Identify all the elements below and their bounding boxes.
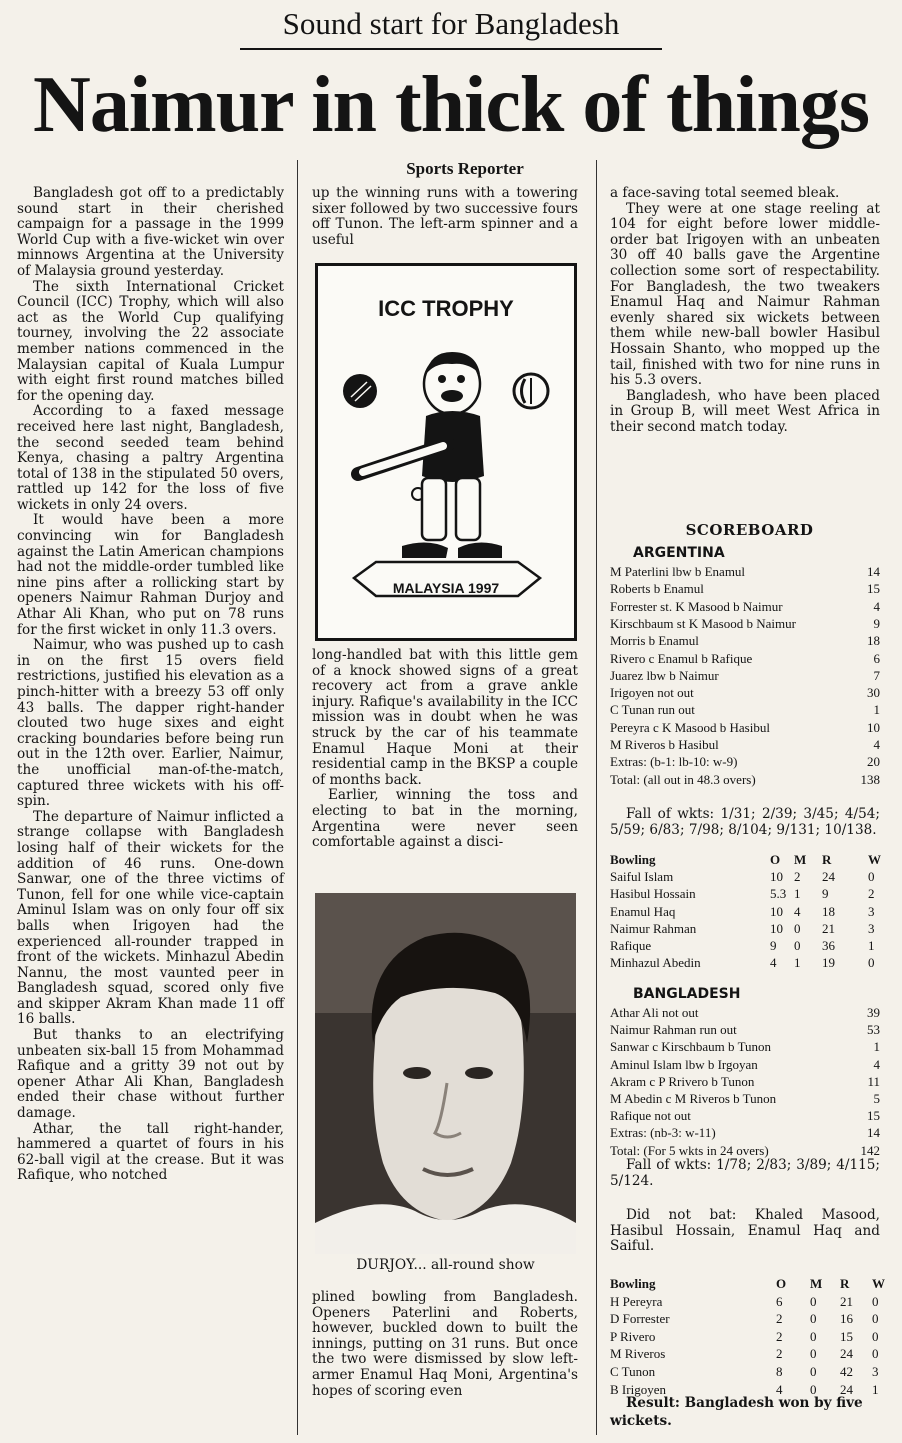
bowling-label: Bowling: [610, 1276, 656, 1291]
batsman-runs: 6: [873, 650, 880, 666]
bowler-name: Saiful Islam: [610, 869, 674, 885]
bowler-overs: 10: [770, 903, 783, 919]
bowler-name: C Tunon: [610, 1364, 656, 1379]
bowling-header: [610, 851, 880, 868]
batsman-runs: 18: [867, 633, 880, 649]
batting-row: [610, 580, 880, 597]
byline: Sports Reporter: [406, 159, 524, 178]
batsman-runs: 1: [873, 1039, 880, 1055]
bowler-maidens: 1: [794, 955, 801, 971]
bowler-maidens: 0: [810, 1364, 817, 1379]
paragraph: Bangladesh got off to a predictably sound start in their cherished campaign for a passage in the 1999 World Cup with a five-wicket win over minnows Argentina at the University of Malaysia ground yesterday.: [17, 185, 284, 279]
col-maidens: M: [794, 852, 807, 867]
logo-banner-text: MALAYSIA 1997: [392, 580, 500, 596]
bowler-maidens: 1: [794, 886, 801, 902]
bowler-name: B Irigoyen: [610, 1381, 666, 1397]
batting-row: [610, 1124, 880, 1141]
batting-row: [610, 1107, 880, 1124]
batsman-dismissal: Irigoyen not out: [610, 685, 694, 701]
bowler-maidens: 0: [810, 1346, 817, 1362]
batsman-dismissal: M Abedin c M Riveros b Tunon: [610, 1091, 777, 1106]
scoreboard-title: SCOREBOARD: [685, 521, 814, 539]
bowler-runs: 9: [822, 886, 829, 902]
batsman-dismissal: Rafique not out: [610, 1108, 691, 1124]
bowler-name: Rafique: [610, 938, 652, 953]
bowling-label: Bowling: [610, 852, 656, 867]
paragraph: The sixth International Cricket Council (ICC) Trophy, which will also act as the World Cup qualifying tourney, involving the 22 associate member nations commenced in the Malaysian capital of Kuala Lumpur with eight first round matches billed for the opening day.: [17, 278, 284, 404]
batsman-dismissal: Rivero c Enamul b Rafique: [610, 650, 753, 666]
bowler-overs: 10: [770, 920, 783, 936]
bowler-overs: 2: [776, 1311, 783, 1327]
bowler-name: D Forrester: [610, 1311, 670, 1327]
photo-caption: DURJOY... all-round show: [356, 1257, 535, 1273]
bowler-name: P Rivero: [610, 1328, 656, 1344]
batsman-runs: 20: [867, 754, 880, 770]
batsman-dismissal: Aminul Islam lbw b Irgoyan: [610, 1056, 758, 1072]
article-column-2-top: [312, 186, 578, 248]
bowler-name: Naimur Rahman: [610, 920, 697, 936]
batting-row: [610, 701, 880, 718]
col-wickets: W: [872, 1276, 885, 1291]
bowling-row: [610, 885, 880, 902]
batsman-runs: 4: [873, 598, 880, 614]
bowler-wickets: 1: [872, 1381, 879, 1397]
batsman-dismissal: M Paterlini lbw b Enamul: [610, 564, 746, 579]
bowler-name: M Riveros: [610, 1346, 666, 1362]
bowler-wickets: 1: [868, 938, 875, 953]
bowling-row: [610, 1293, 880, 1310]
col-runs: R: [822, 852, 832, 867]
batting-row: [610, 667, 880, 684]
batsman-runs: 11: [867, 1073, 880, 1089]
paragraph: plined bowling from Bangladesh. Openers Paterlini and Roberts, however, buckled down to built the innings, putting on 31 runs. But once the two were dismissed by slow left-armer Enamul Haq Moni, Argentina's hopes of scoring even: [312, 1289, 578, 1399]
paragraph: a face-saving total seemed bleak.: [610, 185, 840, 201]
batting-row: [610, 753, 880, 770]
batting-row: [610, 719, 880, 736]
article-column-3: [610, 186, 880, 436]
paragraph: According to a faxed message received here last night, Bangladesh, the second seeded team behind Kenya, chasing a paltry Argentina total of 138 in the stipulated 50 overs, rattled up 142 for the loss of five wickets in only 24 overs.: [17, 403, 284, 513]
col-runs: R: [840, 1276, 850, 1291]
bowler-runs: 42: [840, 1364, 853, 1379]
bowler-wickets: 2: [868, 886, 875, 902]
bowler-wickets: 3: [872, 1364, 879, 1379]
batsman-runs: 10: [867, 719, 880, 735]
paragraph: Athar, the tall right-hander, hammered a quartet of fours in his 62-ball vigil at the crease. But it was Rafique, who notched: [17, 1120, 284, 1184]
bowler-overs: 9: [770, 938, 777, 953]
batsman-dismissal: Roberts b Enamul: [610, 581, 704, 597]
batting-row: [610, 1090, 880, 1107]
bowler-maidens: 0: [810, 1328, 817, 1344]
batting-row: [610, 1004, 880, 1021]
match-result: Result: Bangladesh won by five wickets.: [610, 1395, 863, 1429]
bowler-overs: 4: [776, 1381, 783, 1397]
batting-row: [610, 632, 880, 649]
bowler-overs: 6: [776, 1293, 783, 1309]
batsman-runs: 14: [867, 1125, 880, 1141]
batsman-runs: 14: [867, 564, 880, 579]
article-column-1: [17, 186, 284, 1184]
batsman-runs: 142: [860, 1142, 880, 1158]
article-column-2-middle: [312, 648, 578, 851]
paragraph: But thanks to an electrifying unbeaten six-ball 15 from Mohammad Rafique and a gritty 39 not out by opener Athar Ali Khan, Bangladesh ended their chase without further damage.: [17, 1027, 284, 1122]
team-heading-bangladesh: BANGLADESH: [633, 986, 741, 1002]
bowler-overs: 5.3: [770, 886, 787, 902]
col-overs: O: [776, 1276, 787, 1291]
bowler-name: Minhazul Abedin: [610, 955, 701, 971]
bowler-name: Enamul Haq: [610, 903, 676, 919]
batsman-runs: 9: [873, 615, 880, 631]
bowler-wickets: 0: [872, 1328, 879, 1344]
paragraph: Bangladesh, who have been placed in Group B, will meet West Africa in their second match today.: [610, 387, 880, 435]
bowler-runs: 24: [822, 869, 835, 885]
bowler-name: Hasibul Hossain: [610, 886, 696, 902]
bowling-row: [610, 868, 880, 885]
bowler-runs: 24: [840, 1381, 853, 1397]
bowler-overs: 2: [776, 1328, 783, 1344]
bowling-row: [610, 954, 880, 971]
dnb-text: Did not bat: Khaled Masood, Hasibul Hossain, Enamul Haq and Saiful.: [610, 1207, 880, 1255]
cricket-ball-icon: [343, 374, 377, 408]
batsman-runs: 39: [867, 1005, 880, 1020]
batsman-dismissal: C Tunan run out: [610, 702, 695, 718]
bowling-row: [610, 1345, 880, 1362]
bowler-wickets: 0: [872, 1311, 879, 1327]
bowling-row: [610, 1310, 880, 1327]
batsman-dismissal: Morris b Enamul: [610, 633, 699, 649]
article-column-2-bottom: [312, 1290, 578, 1399]
bowler-wickets: 0: [868, 955, 875, 971]
batsman-dismissal: Juarez lbw b Naimur: [610, 667, 719, 683]
bowling-row: [610, 903, 880, 920]
bowler-overs: 8: [776, 1364, 783, 1379]
batting-row: [610, 598, 880, 615]
portrait-photo: [315, 893, 576, 1254]
bowler-wickets: 0: [868, 869, 875, 885]
fow-text: Fall of wkts: 1/78; 2/83; 3/89; 4/115; 5/124.: [610, 1157, 880, 1189]
col-maidens: M: [810, 1276, 823, 1291]
icc-trophy-logo: [315, 263, 577, 641]
bowler-maidens: 0: [810, 1293, 817, 1309]
bowler-wickets: 3: [868, 903, 875, 919]
column-rule-left: [297, 160, 298, 1435]
batting-row: [610, 771, 880, 788]
batsman-runs: 53: [867, 1022, 880, 1038]
bowler-runs: 18: [822, 903, 835, 919]
batsman-runs: 15: [867, 581, 880, 597]
batsman-runs: 7: [873, 667, 880, 683]
player-photo: [315, 893, 576, 1254]
bowler-maidens: 4: [794, 903, 801, 919]
paragraph: It would have been a more convincing win for Bangladesh against the Latin American champions had not the middle-order tumbled like nine pins after a rollicking start by openers Naimur Rahman Durjoy and Athar Ali Khan, who put on 78 runs for the first wicket in only 11.3 overs.: [17, 512, 284, 638]
batsman-dismissal: Kirschbaum st K Masood b Naimur: [610, 615, 796, 631]
batsman-dismissal: Akram c P Rrivero b Tunon: [610, 1073, 755, 1089]
batsman-dismissal: Extras: (b-1: lb-10: w-9): [610, 754, 738, 770]
batsman-runs: 5: [873, 1091, 880, 1106]
batsman-dismissal: M Riveros b Hasibul: [610, 737, 719, 752]
batsman-dismissal: Pereyra c K Masood b Hasibul: [610, 719, 770, 735]
bowling-row: [610, 1363, 880, 1380]
bowler-runs: 15: [840, 1328, 853, 1344]
col-overs: O: [770, 852, 781, 867]
bowler-wickets: 0: [872, 1293, 879, 1309]
did-not-bat: [610, 1208, 880, 1255]
bowler-maidens: 2: [794, 869, 801, 885]
paragraph: Naimur, who was pushed up to cash in on the first 15 overs field restrictions, justified his elevation as a pinch-hitter with a breezy 53 off only 43 balls. The dapper right-hander clouted two huge sixes and eight cracking boundaries before being run out in the 12th over. Earlier, Naimur, the unofficial man-of-the-match, captured three wickets with his off-spin.: [17, 637, 284, 810]
paragraph: Earlier, winning the toss and electing to bat in the morning, Argentina were never seen comfortable against a disci-: [312, 787, 578, 851]
batsman-runs: 4: [873, 737, 880, 752]
batsman-runs: 4: [873, 1056, 880, 1072]
column-rule-right: [596, 160, 597, 1435]
bowling-row: [610, 920, 880, 937]
argentina-fall-of-wickets: [610, 807, 880, 838]
bangladesh-fall-of-wickets: [610, 1158, 880, 1189]
batsman-dismissal: Total: (For 5 wkts in 24 overs): [610, 1142, 769, 1158]
bowling-row: [610, 1328, 880, 1345]
bowler-runs: 21: [822, 920, 835, 936]
paragraph: They were at one stage reeling at 104 for eight before lower middle-order bat Irigoyen with an unbeaten 30 off 40 balls gave the Argentine collection some sort of respectability. For Bangladesh, the two tweakers Enamul Haq and Naimur Rahman evenly shared six wickets between them while new-ball bowler Hasibul Hossain Shanto, who mopped up the tail, finished with two for nine runs in his 5.3 overs.: [610, 200, 880, 389]
bowler-maidens: 0: [810, 1381, 817, 1397]
bowler-overs: 4: [770, 955, 777, 971]
batting-row: [610, 650, 880, 667]
bowler-runs: 16: [840, 1311, 853, 1327]
bowler-overs: 2: [776, 1346, 783, 1362]
paragraph: The departure of Naimur inflicted a strange collapse with Bangladesh losing half of their wickets for the addition of 46 runs. One-down Sanwar, one of the three victims of Tunon, fell for one while vice-captain Aminul Islam was on only four off six balls when Irigoyen had the experienced all-rounder trapped in front of the wickets. Minhazul Abedin Nannu, the most vaunted peer in Bangladesh squad, scored only five and skipper Akram Khan made 11 off 16 balls.: [17, 808, 284, 1028]
batting-row: [610, 684, 880, 701]
kicker-headline: Sound start for Bangladesh: [282, 6, 620, 41]
batsman-dismissal: Athar Ali not out: [610, 1005, 699, 1020]
batsman-runs: 15: [867, 1108, 880, 1124]
batting-row: [610, 615, 880, 632]
col-wickets: W: [868, 852, 881, 867]
kicker-underline: [240, 48, 662, 50]
batting-row: [610, 563, 880, 580]
bowler-runs: 24: [840, 1346, 853, 1362]
batsman-dismissal: Sanwar c Kirschbaum b Tunon: [610, 1039, 772, 1055]
batsman-runs: 30: [867, 685, 880, 701]
main-headline: Naimur in thick of things: [33, 61, 869, 149]
bowler-runs: 19: [822, 955, 835, 971]
batsman-runs: 138: [860, 771, 880, 787]
paragraph: up the winning runs with a towering sixer followed by two successive fours off Tunon. The left-arm spinner and a useful: [312, 185, 578, 248]
batsman-dismissal: Naimur Rahman run out: [610, 1022, 737, 1038]
bowling-header: [610, 1275, 885, 1292]
bowling-row: [610, 937, 880, 954]
bowler-name: H Pereyra: [610, 1293, 663, 1309]
batting-row: [610, 1038, 880, 1055]
bowler-maidens: 0: [810, 1311, 817, 1327]
batting-row: [610, 1073, 880, 1090]
bowler-runs: 21: [840, 1293, 853, 1309]
bowler-maidens: 0: [794, 920, 801, 936]
batting-row: [610, 1056, 880, 1073]
batsman-dismissal: Forrester st. K Masood b Naimur: [610, 598, 783, 614]
batsman-runs: 1: [873, 702, 880, 718]
bowler-overs: 10: [770, 869, 783, 885]
logo-title: ICC TROPHY: [378, 296, 514, 321]
paragraph: long-handled bat with this little gem of a knock showed signs of a great recovery act from a grave ankle injury. Rafique's availability in the ICC mission was in doubt when he was struck by the car of his teammate Enamul Haque Moni at their residential camp in the BKSP a couple of months back.: [312, 647, 578, 788]
batsman-dismissal: Total: (all out in 48.3 overs): [610, 771, 756, 787]
bowler-wickets: 0: [872, 1346, 879, 1362]
batting-row: [610, 1021, 880, 1038]
batsman-dismissal: Extras: (nb-3: w-11): [610, 1125, 716, 1141]
bowler-runs: 36: [822, 938, 835, 953]
batting-row: [610, 736, 880, 753]
team-heading-argentina: ARGENTINA: [633, 545, 725, 561]
fow-text: Fall of wkts: 1/31; 2/39; 3/45; 4/54; 5/59; 6/83; 7/98; 8/104; 9/131; 10/138.: [610, 806, 880, 838]
bowler-maidens: 0: [794, 938, 801, 953]
bowler-wickets: 3: [868, 920, 875, 936]
